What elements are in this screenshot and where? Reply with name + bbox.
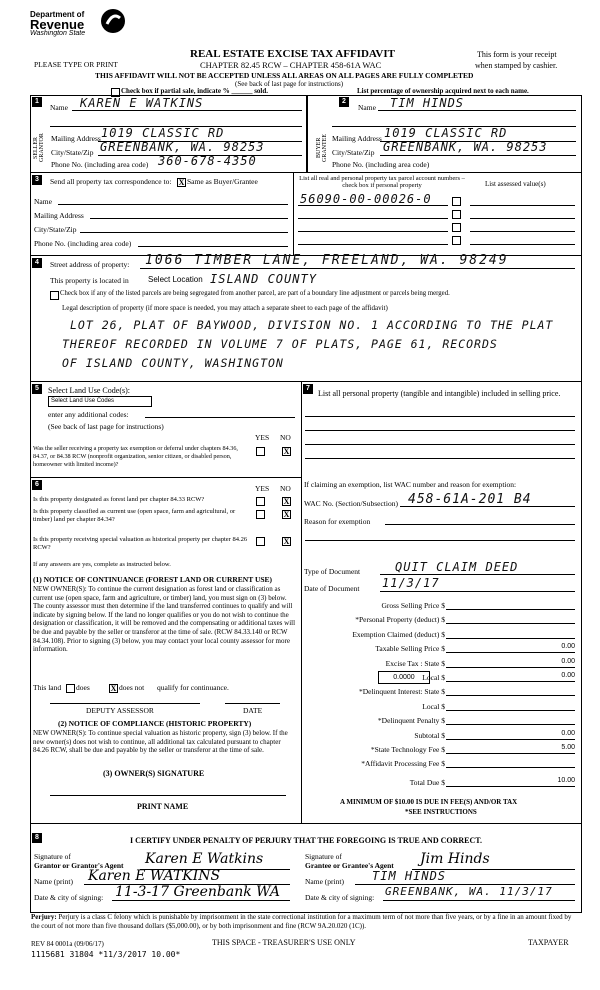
perjury-notice bbox=[31, 913, 581, 931]
s3-city-label: City/State/Zip bbox=[34, 225, 77, 234]
rev-number: REV 84 0001a (09/06/17) bbox=[31, 940, 104, 948]
pp-line-2 bbox=[305, 430, 575, 431]
section-1-number: 1 bbox=[32, 97, 42, 107]
tax-row-line bbox=[446, 786, 575, 787]
send-label: Send all property tax correspondence to: bbox=[50, 177, 172, 186]
tax-row-label: *Delinquent Interest: State $ bbox=[358, 687, 445, 697]
dor-logo bbox=[30, 10, 125, 37]
legal-line1[interactable]: LOT 26, PLAT OF BAYWOOD, DIVISION NO. 1 ACCORDING TO THE PLAT bbox=[70, 318, 554, 332]
tax-row-value[interactable]: 10.00 bbox=[557, 776, 575, 784]
pp-line-1 bbox=[305, 416, 575, 417]
s3-mail-line bbox=[90, 218, 288, 219]
does-label: does bbox=[76, 683, 90, 692]
s6-q2-yes[interactable] bbox=[256, 510, 265, 519]
tax-row-label: *State Technology Fee $ bbox=[370, 745, 445, 754]
notice1-title: (1) NOTICE OF CONTINUANCE (FOREST LAND OR CURRENT USE) bbox=[33, 575, 273, 584]
segregated-label: Check box if any of the listed parcels are being segregated from another parcel, are part of a boundary line adjustment or parcels being merged. bbox=[60, 290, 450, 297]
parcel-line-2 bbox=[298, 218, 448, 219]
segregated-checkbox[interactable] bbox=[50, 291, 59, 300]
buyer-side-label: BUYER GRANTEE bbox=[316, 134, 328, 162]
parcel-checkbox-2[interactable] bbox=[452, 210, 461, 219]
s6-q2: Is this property classified as current use (open space, farm and agricultural, or timber) land per chapter 84.34? bbox=[33, 508, 236, 523]
s3-city-line bbox=[80, 232, 288, 233]
buyer-mail-label: Mailing Address bbox=[332, 134, 382, 143]
s6-q3: Is this property receiving special valuation as historical property per chapter 84.26 RCW? bbox=[33, 536, 248, 551]
section-8-number: 8 bbox=[32, 833, 42, 843]
location-select[interactable]: Select Location bbox=[148, 275, 203, 284]
section-3-divider bbox=[293, 172, 294, 255]
s5-yes: YES bbox=[255, 433, 270, 442]
tax-row-line bbox=[446, 667, 575, 668]
parcel-field[interactable]: 56090-00-00026-0 bbox=[300, 192, 432, 206]
see-instructions: *SEE INSTRUCTIONS bbox=[405, 808, 477, 816]
notice2-body: NEW OWNER(S): To continue special valuation as historic property, sign (3) below. If the new owner(s) does not wish to continue, all additional tax calculated pursuant to chapter 84.26 RCW, shall be due and payable by the seller or transferor at the time of sale. bbox=[33, 729, 288, 755]
seller-name-field[interactable]: KAREN E WATKINS bbox=[80, 96, 204, 110]
s3-mail-label: Mailing Address bbox=[34, 211, 84, 220]
buyer-name-label: Name bbox=[358, 103, 376, 112]
reason-line bbox=[385, 524, 575, 525]
legal-label: Legal description of property (if more space is needed, you may attach a separate sheet to each page of the affidavit) bbox=[62, 304, 388, 312]
tax-row-line bbox=[446, 724, 575, 725]
seller-phone-field[interactable]: 360-678-4350 bbox=[158, 154, 257, 168]
parcel-line-1 bbox=[298, 205, 448, 206]
minimum-note: A MINIMUM OF $10.00 IS DUE IN FEE(S) AND/OR TAX bbox=[340, 798, 518, 806]
seller-city-label: City/State/Zip bbox=[51, 148, 94, 157]
buyer-name-field[interactable]: TIM HINDS bbox=[390, 96, 465, 110]
wac-label: WAC No. (Section/Subsection) bbox=[304, 499, 398, 508]
doc-date-label: Date of Document bbox=[304, 584, 360, 593]
tax-row-line bbox=[446, 681, 575, 682]
notice1-body: NEW OWNER(S): To continue the current designation as forest land or classification as current use (open space, farm and agriculture, or timber) land, you must sign on (3) below. The county assessor must then determine if the land transferred continues to qualify and will indicate by signing below. If the land no longer qualifies or you do not wish to continue the designation or classification, it will be removed and the compensating or additional taxes will be due and payable by the seller or transferor at the time of sale. (RCW 84.33.140 or RCW 84.34.108). Prior to signing (3) below, you may contact your local county assessor for more information. bbox=[33, 585, 296, 654]
s3-name-label: Name bbox=[34, 197, 52, 206]
tax-row-label: Local $ bbox=[422, 673, 445, 682]
tax-row-label: Exemption Claimed (deduct) $ bbox=[352, 629, 445, 639]
seller-name-label: Name bbox=[50, 103, 68, 112]
grantee-name-label: Name (print) bbox=[305, 877, 344, 886]
s6-no: NO bbox=[280, 484, 291, 493]
section-2-number: 2 bbox=[339, 97, 349, 107]
tax-row-value[interactable]: 0.00 bbox=[561, 643, 575, 651]
grantor-name-field[interactable]: Karen E WATKINS bbox=[88, 868, 221, 884]
assessed-line-2 bbox=[470, 218, 575, 219]
tax-row-line bbox=[446, 710, 575, 711]
buyer-city-field[interactable]: GREENBANK, WA. 98253 bbox=[383, 140, 548, 154]
pp-line-4 bbox=[305, 458, 575, 459]
land-use-select[interactable]: Select Land Use Codes bbox=[48, 396, 152, 407]
grantee-date-line bbox=[383, 900, 575, 901]
tax-row-line bbox=[446, 695, 575, 696]
parcel-checkbox-4[interactable] bbox=[452, 236, 461, 245]
buyer-address-field[interactable]: 1019 CLASSIC RD bbox=[384, 126, 508, 140]
section-3-number: 3 bbox=[32, 175, 42, 185]
legal-line3[interactable]: OF ISLAND COUNTY, WASHINGTON bbox=[62, 356, 284, 370]
tax-row-label: *Personal Property (deduct) $ bbox=[355, 615, 445, 625]
receipt-line2: when stamped by cashier. bbox=[475, 61, 558, 70]
legal-line2[interactable]: THEREOF RECORDED IN VOLUME 7 OF PLATS, PAGE 61, RECORDS bbox=[62, 337, 498, 351]
s3-phone-line bbox=[138, 246, 288, 247]
date-line bbox=[225, 703, 280, 704]
seller-phone-label: Phone No. (including area code) bbox=[51, 160, 149, 169]
assessed-line-3 bbox=[470, 231, 575, 232]
tax-row-label: Taxable Selling Price $ bbox=[375, 644, 445, 654]
tax-row-label: *Delinquent Penalty $ bbox=[377, 716, 445, 726]
s3-name-line bbox=[58, 204, 288, 205]
tax-row-line bbox=[446, 739, 575, 740]
tax-row-label: Excise Tax : State $ bbox=[385, 658, 445, 668]
tax-row-label: Local $ bbox=[422, 701, 445, 711]
s6-q3-yes[interactable] bbox=[256, 537, 265, 546]
tax-row-value[interactable]: 5.00 bbox=[561, 744, 575, 751]
s6-yes: YES bbox=[255, 484, 270, 493]
parcel-checkbox-3[interactable] bbox=[452, 223, 461, 232]
grantee-agent-label: Grantee or Grantee's Agent bbox=[305, 861, 394, 870]
buyer-phone-label: Phone No. (including area code) bbox=[332, 160, 430, 169]
additional-codes-line bbox=[145, 417, 295, 418]
dept-line3: Washington State bbox=[30, 30, 86, 37]
tax-row-value[interactable]: 0.00 bbox=[561, 729, 575, 737]
grantor-signature[interactable]: Karen E Watkins bbox=[145, 851, 264, 867]
s6-q1-yes[interactable] bbox=[256, 497, 265, 506]
same-as-buyer-label: Same as Buyer/Grantee bbox=[187, 177, 258, 186]
certify: I CERTIFY UNDER PENALTY OF PERJURY THAT THE FOREGOING IS TRUE AND CORRECT. bbox=[130, 836, 483, 845]
assessed-line-4 bbox=[470, 244, 575, 245]
print-name-label: PRINT NAME bbox=[137, 802, 189, 811]
section-5-number: 5 bbox=[32, 384, 42, 394]
cashier-stamp: 1115681 31804 *11/3/2017 10.00* bbox=[31, 950, 181, 959]
owner-sig-label: (3) OWNER(S) SIGNATURE bbox=[103, 769, 205, 778]
tax-row-line bbox=[446, 652, 575, 653]
tax-row-line bbox=[446, 609, 575, 610]
section-7-number: 7 bbox=[303, 384, 313, 394]
date-label: DATE bbox=[243, 706, 263, 715]
s6-q1-no[interactable]: X bbox=[283, 497, 290, 506]
pp-line-3 bbox=[305, 444, 575, 445]
assessed-header: List assessed value(s) bbox=[485, 180, 546, 188]
seller-address-field[interactable]: 1019 CLASSIC RD bbox=[101, 126, 225, 140]
grantee-date-label: Date & city of signing: bbox=[305, 893, 375, 902]
doc-date-line bbox=[380, 591, 575, 592]
tax-row-label: Gross Selling Price $ bbox=[381, 601, 445, 610]
s6-if-yes: If any answers are yes, complete as instructed below. bbox=[33, 561, 171, 568]
land-see-back: (See back of last page for instructions) bbox=[48, 422, 164, 431]
deputy-line bbox=[50, 703, 200, 704]
exemption-label: If claiming an exemption, list WAC number and reason for exemption: bbox=[304, 480, 517, 489]
taxpayer-label: TAXPAYER bbox=[528, 938, 569, 947]
partial-sale-label: Check box if partial sale, indicate % ______ sold. bbox=[121, 87, 269, 95]
tax-row-value[interactable]: 0.00 bbox=[561, 672, 575, 679]
treasurer-label: THIS SPACE - TREASURER'S USE ONLY bbox=[212, 938, 356, 947]
wac-field[interactable]: 458-61A-201 B4 bbox=[408, 492, 532, 507]
tax-row-line bbox=[446, 767, 575, 768]
grantee-sig-label: Signature of bbox=[305, 852, 342, 861]
s6-q1: Is this property designated as forest land per chapter 84.33 RCW? bbox=[33, 496, 205, 503]
seller-mail-label: Mailing Address bbox=[51, 134, 101, 143]
tax-row-value[interactable]: 0.00 bbox=[561, 657, 575, 665]
grantor-date-line bbox=[112, 900, 290, 901]
seller-city-field[interactable]: GREENBANK, WA. 98253 bbox=[100, 140, 265, 154]
buyer-name-line bbox=[378, 110, 576, 111]
s6-q3-no[interactable]: X bbox=[283, 537, 290, 546]
s3-phone-label: Phone No. (including area code) bbox=[34, 239, 132, 248]
s5-no: NO bbox=[280, 433, 291, 442]
county-field[interactable]: ISLAND COUNTY bbox=[210, 272, 317, 286]
assessed-line-1 bbox=[470, 205, 575, 206]
grantee-signature[interactable]: Jim Hinds bbox=[420, 851, 490, 867]
tax-row-label: Subtotal $ bbox=[414, 730, 445, 740]
grantee-name-field[interactable]: TIM HINDS bbox=[372, 869, 447, 883]
dept-line2: Revenue bbox=[30, 17, 85, 32]
tax-row-line bbox=[446, 623, 575, 624]
section-6-number: 6 bbox=[32, 480, 42, 490]
street-label: Street address of property: bbox=[50, 260, 130, 269]
does-checkbox[interactable] bbox=[66, 684, 75, 693]
s5-question: Was the seller receiving a property tax exemption or deferral under chapters 84.36, 84.37, or 84.38 RCW (nonprofit organization, senior citizen, or disabled person, homeowner with limited income)? bbox=[33, 445, 238, 468]
warning: THIS AFFIDAVIT WILL NOT BE ACCEPTED UNLESS ALL AREAS ON ALL PAGES ARE FULLY COMPLETED bbox=[95, 71, 474, 80]
seller-name-line bbox=[72, 110, 302, 111]
grantor-date-label: Date & city of signing: bbox=[34, 893, 104, 902]
parcel-line-3 bbox=[298, 231, 448, 232]
section-4-number: 4 bbox=[32, 258, 42, 268]
street-field[interactable]: 1066 TIMBER LANE, FREELAND, WA. 98249 bbox=[145, 253, 509, 268]
reason-line-2 bbox=[305, 540, 575, 541]
doc-type-line bbox=[380, 574, 575, 575]
form-title: REAL ESTATE EXCISE TAX AFFIDAVIT bbox=[190, 48, 395, 60]
see-back: (See back of last page for instructions) bbox=[235, 80, 344, 88]
parcel-line-4 bbox=[298, 244, 448, 245]
dor-logo-icon bbox=[100, 8, 126, 34]
grantor-agent-label: Grantor or Grantor's Agent bbox=[34, 861, 124, 870]
s5-q1-yes[interactable] bbox=[256, 447, 265, 456]
parcel-header: List all real and personal property tax parcel account numbers – check box if personal property bbox=[299, 175, 465, 189]
personal-property-label: List all personal property (tangible and intangible) included in selling price. bbox=[318, 389, 561, 398]
does-not-checkbox[interactable]: X bbox=[110, 684, 117, 693]
owner-sig-line bbox=[50, 795, 286, 796]
please-type: PLEASE TYPE OR PRINT bbox=[34, 60, 118, 69]
s5-q1-no[interactable]: X bbox=[283, 447, 290, 456]
reason-label: Reason for exemption bbox=[304, 517, 371, 526]
pct-ownership: List percentage of ownership acquired next to each name. bbox=[357, 87, 529, 95]
tax-row-line bbox=[446, 638, 575, 639]
doc-date-field[interactable]: 11/3/17 bbox=[382, 576, 440, 590]
land-use-label: Select Land Use Code(s): bbox=[48, 386, 130, 395]
same-as-buyer-checkbox[interactable]: X bbox=[178, 178, 185, 187]
located-label: This property is located in bbox=[50, 276, 129, 285]
additional-codes-label: enter any additional codes: bbox=[48, 410, 129, 419]
perjury-text: Perjury is a class C felony which is punishable by imprisonment in the state correctional institution for a maximum term of not more than five years, or by a fine in an amount fixed by the court of not more than five thousand dollars ($5,000.00), or by both imprisonment and fine (RCW 9A.20.020 (1C)). bbox=[31, 913, 572, 930]
qualify-label: qualify for continuance. bbox=[157, 683, 229, 692]
dept-line1: Department of bbox=[30, 10, 85, 19]
parcel-checkbox-1[interactable] bbox=[452, 197, 461, 206]
buyer-city-line bbox=[380, 155, 576, 156]
grantor-name-label: Name (print) bbox=[34, 877, 73, 886]
buyer-city-label: City/State/Zip bbox=[332, 148, 375, 157]
deputy-label: DEPUTY ASSESSOR bbox=[86, 706, 154, 715]
seller-side-label: SELLER GRANTOR bbox=[33, 133, 45, 163]
this-land-label: This land bbox=[33, 683, 62, 692]
notice2-title: (2) NOTICE OF COMPLIANCE (HISTORIC PROPERTY) bbox=[58, 719, 252, 728]
tax-row-label: Total Due $ bbox=[409, 777, 445, 787]
receipt-line1: This form is your receipt bbox=[477, 50, 557, 59]
does-not-label: does not bbox=[119, 683, 145, 692]
grantor-sig-label: Signature of bbox=[34, 852, 71, 861]
doc-type-field[interactable]: QUIT CLAIM DEED bbox=[395, 560, 519, 574]
grantee-date-field[interactable]: GREENBANK, WA. 11/3/17 bbox=[385, 885, 553, 898]
chapter-line: CHAPTER 82.45 RCW – CHAPTER 458-61A WAC bbox=[200, 60, 382, 70]
tax-row-line bbox=[446, 753, 575, 754]
grantor-date-field[interactable]: 11-3-17 Greenbank WA bbox=[115, 884, 280, 900]
perjury-title: Perjury: bbox=[31, 913, 57, 921]
doc-type-label: Type of Document bbox=[304, 567, 361, 576]
tax-row-label: *Affidavit Processing Fee $ bbox=[361, 759, 445, 769]
s6-q2-no[interactable]: X bbox=[283, 510, 290, 519]
street-line bbox=[140, 268, 575, 269]
local-rate-field[interactable]: 0.0000 bbox=[378, 671, 430, 684]
